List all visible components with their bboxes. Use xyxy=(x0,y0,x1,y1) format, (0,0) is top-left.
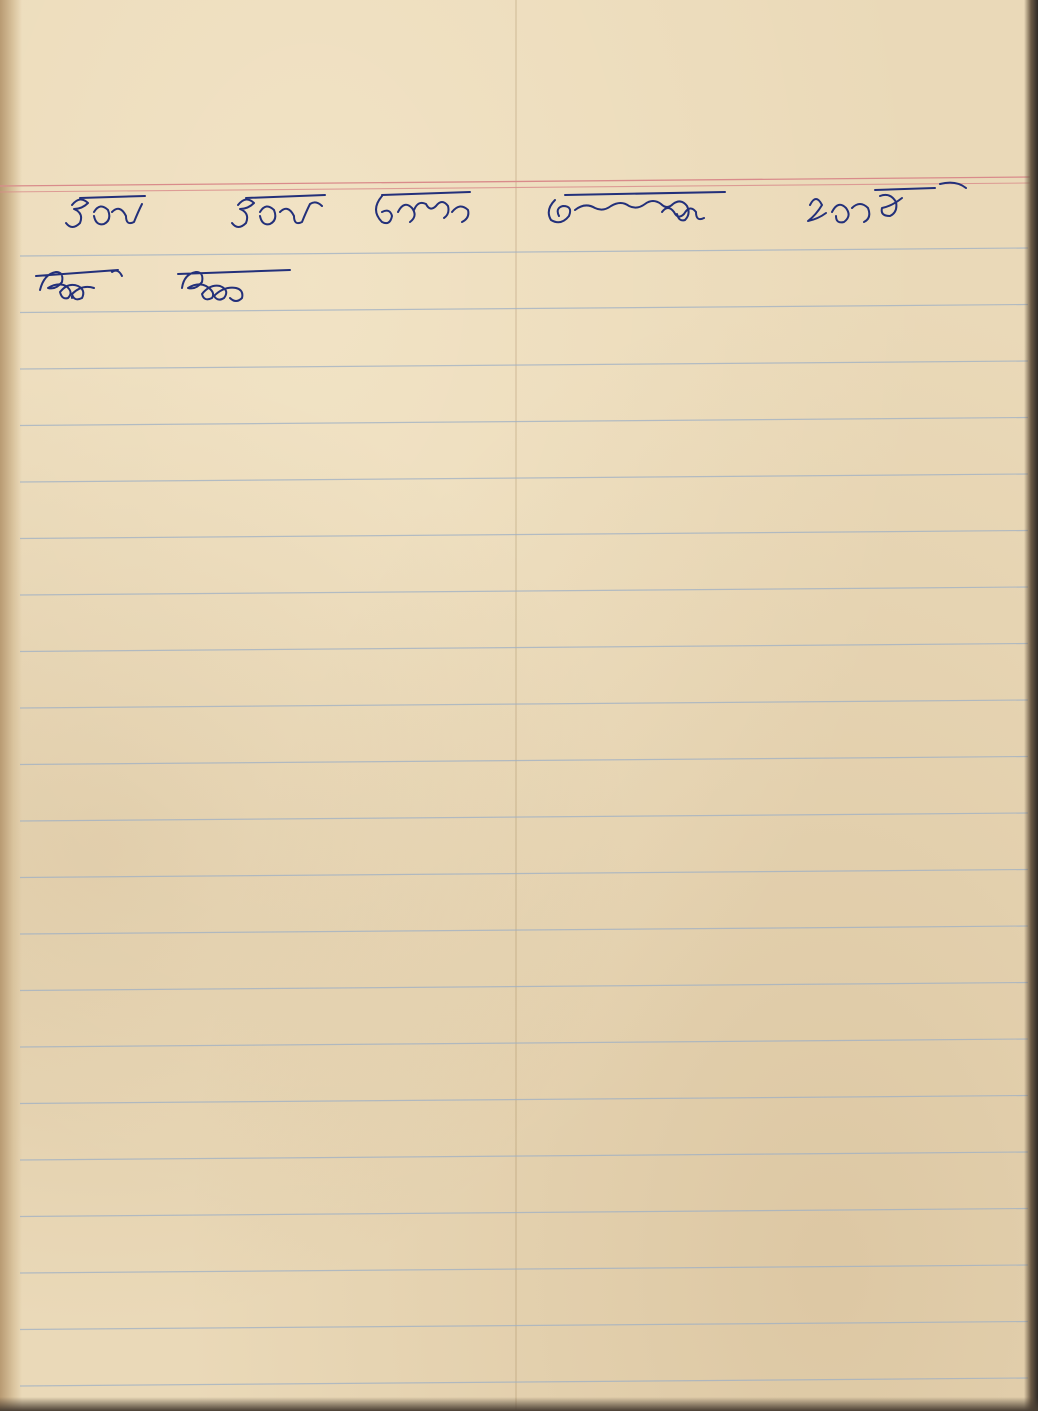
handwriting-transcript xyxy=(60,300,79,301)
handwritten-word-6 xyxy=(36,270,122,299)
handwritten-word-4 xyxy=(549,192,725,222)
page-bottom-edge xyxy=(0,1397,1038,1411)
page-right-edge xyxy=(1024,0,1038,1411)
handwritten-word-5 xyxy=(808,183,966,223)
handwriting-line-2 xyxy=(74,300,80,301)
handwritten-word-3 xyxy=(376,192,470,223)
handwriting-line-1 xyxy=(60,300,73,301)
handwritten-word-7 xyxy=(178,270,290,301)
handwritten-word-1 xyxy=(66,196,145,227)
handwritten-word-2 xyxy=(232,195,325,227)
